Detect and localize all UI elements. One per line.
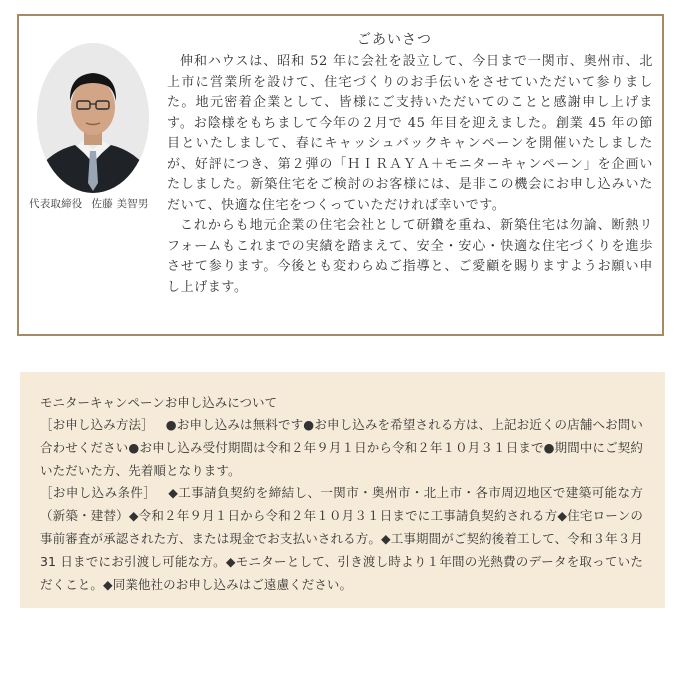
greeting-paragraph-2: これからも地元企業の住宅会社として研鑽を重ね、新築住宅は勿論、断熱リフォームもこれまでの実績を踏まえて、安全・安心・快適な住宅づくりを進歩させて参ります。今後とも変わらぬご指導と、ご愛顧を賜りますようお願い申し上げます。 (167, 218, 653, 295)
greeting-body (167, 52, 653, 298)
portrait-photo (37, 43, 149, 193)
application-conditions-label: ［お申し込み条件］ (40, 485, 157, 501)
application-conditions (40, 482, 643, 596)
portrait-caption (29, 196, 169, 211)
greeting-section (17, 14, 664, 336)
president-portrait (37, 43, 149, 193)
campaign-title: モニターキャンペーンお申し込みについて (40, 395, 278, 410)
greeting-paragraph-1: 伸和ハウスは、昭和 52 年に会社を設立して、今日まで一関市、奥州市、北上市に営業所を設けて、住宅づくりのお手伝いをさせていただいて参りました。地元密着企業として、皆様にご支持いただいてのことと感謝申し上げます。お陰様をもちまして今年の２月で 45 年目を迎えました。創業 45 年の節目といたしまして、春にキャッシュバックキャンペーンを開催いたしましたが、好評につき、第２弾の「ＨＩＲＡＹＡ＋モニターキャンペーン」を企画いたしました。新築住宅をご検討のお客様には、是非この機会にお申し込みいただいて、快適な住宅をつくっていただければ幸いです。 (167, 54, 653, 213)
greeting-title: ごあいさつ (357, 32, 432, 48)
application-conditions-text: ◆工事請負契約を締結し、一関市・奥州市・北上市・各市周辺地区で建築可能な方（新築・建替）◆令和２年９月１日から令和２年１０月３１日までに工事請負契約される方◆住宅ローンの事前審査が承認された方、または現金でお支払いされる方。◆工事期間がご契約後着工して、令和３年３月 31 日までにお引渡し可能な方。◆モニターとして、引き渡し時より１年間の光熱費のデータを取っていただくこと。◆同業他社のお申し込みはご遠慮ください。 (40, 485, 643, 592)
campaign-notice (20, 372, 665, 608)
president-role: 代表取締役 (29, 198, 83, 210)
president-name: 佐藤 美智男 (91, 198, 149, 210)
application-method-label: ［お申し込み方法］ (40, 417, 154, 432)
application-method (40, 414, 643, 482)
application-method-text: ●お申し込みは無料です●お申し込みを希望される方は、上記お近くの店舗へお問い合わせください●お申し込み受付期間は令和２年９月１日から令和２年１０月３１日まで●期間中にご契約いただいた方、先着順となります。 (40, 417, 643, 478)
